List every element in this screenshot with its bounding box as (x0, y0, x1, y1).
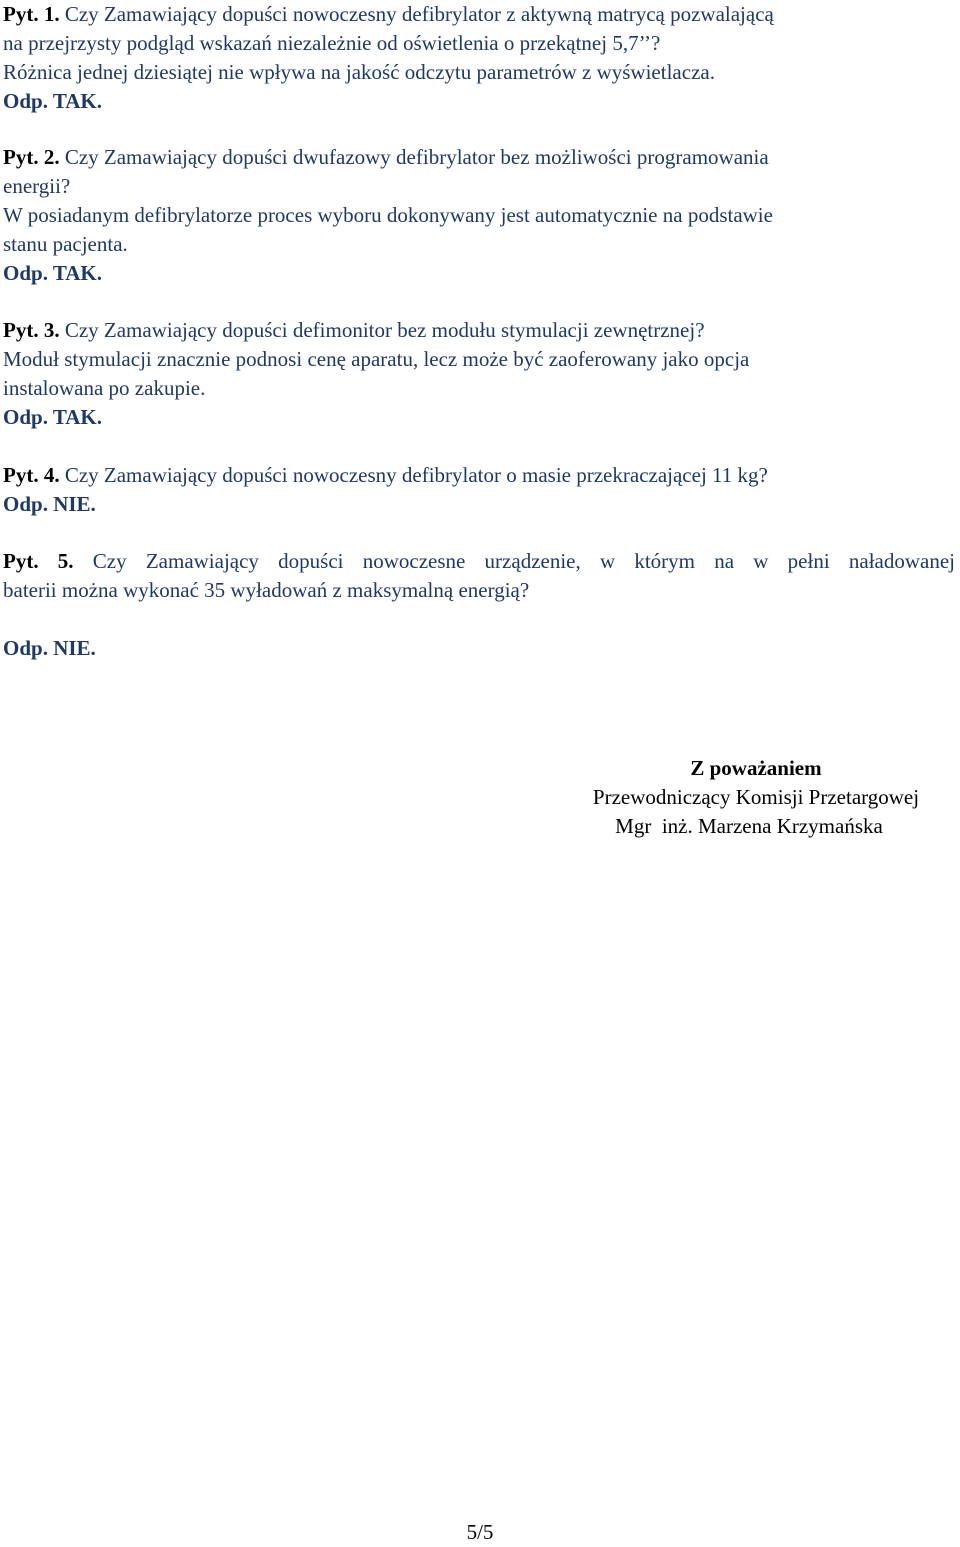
question-line: Czy Zamawiający dopuści nowoczesne urządzenie, w którym na w pełni naładowanej (92, 549, 956, 573)
page-number: 5/5 (466, 1520, 494, 1544)
reply-text (3, 58, 955, 87)
question-number: Pyt. 1. (3, 2, 60, 26)
question-line: Czy Zamawiający dopuści defimonitor bez modułu stymulacji zewnętrznej? (64, 318, 705, 342)
answer: Odp. NIE. (3, 492, 96, 516)
closing-greeting: Z poważaniem (690, 756, 822, 780)
question-block-3 (3, 316, 955, 432)
question-line: Czy Zamawiający dopuści dwufazowy defibrylator bez możliwości programowania (64, 145, 769, 169)
question-block-1 (3, 0, 955, 116)
question-text (3, 0, 955, 58)
signature-block (556, 754, 956, 841)
question-line: Czy Zamawiający dopuści nowoczesny defibrylator o masie przekraczającej 11 kg? (64, 463, 768, 487)
question-line: baterii można wykonać 35 wyładowań z maksymalną energią? (3, 578, 530, 602)
question-text (3, 576, 955, 605)
signatory-title: Przewodniczący Komisji Przetargowej (592, 785, 920, 809)
question-block-4 (3, 461, 955, 519)
reply-text (3, 201, 955, 259)
question-block-2 (3, 143, 955, 288)
question-line: Czy Zamawiający dopuści nowoczesny defibrylator z aktywną matrycą pozwalającą (64, 2, 774, 26)
reply-line: Moduł stymulacji znacznie podnosi cenę aparatu, lecz może być zaoferowany jako opcja (3, 347, 750, 371)
question-number: Pyt. 3. (3, 318, 60, 342)
question-number: Pyt. 4. (3, 463, 60, 487)
question-text (3, 316, 955, 345)
question-text (3, 461, 955, 490)
question-text (3, 547, 955, 576)
reply-text (3, 345, 955, 403)
answer: Odp. TAK. (3, 405, 103, 429)
reply-line: Różnica jednej dziesiątej nie wpływa na jakość odczytu parametrów z wyświetlacza. (3, 60, 715, 84)
question-line: na przejrzysty podgląd wskazań niezależnie od oświetlenia o przekątnej 5,7’’? (3, 31, 661, 55)
signatory-name: Mgr inż. Marzena Krzymańska (615, 814, 883, 838)
question-number: Pyt. 2. (3, 145, 60, 169)
reply-line: stanu pacjenta. (3, 232, 128, 256)
question-block-5 (3, 547, 955, 663)
question-number: Pyt. 5. (3, 549, 74, 573)
reply-line: W posiadanym defibrylatorze proces wyboru dokonywany jest automatycznie na podstawie (3, 203, 773, 227)
question-line: energii? (3, 174, 71, 198)
answer: Odp. NIE. (3, 636, 96, 660)
answer: Odp. TAK. (3, 89, 103, 113)
answer: Odp. TAK. (3, 261, 103, 285)
question-text (3, 143, 955, 201)
reply-line: instalowana po zakupie. (3, 376, 206, 400)
